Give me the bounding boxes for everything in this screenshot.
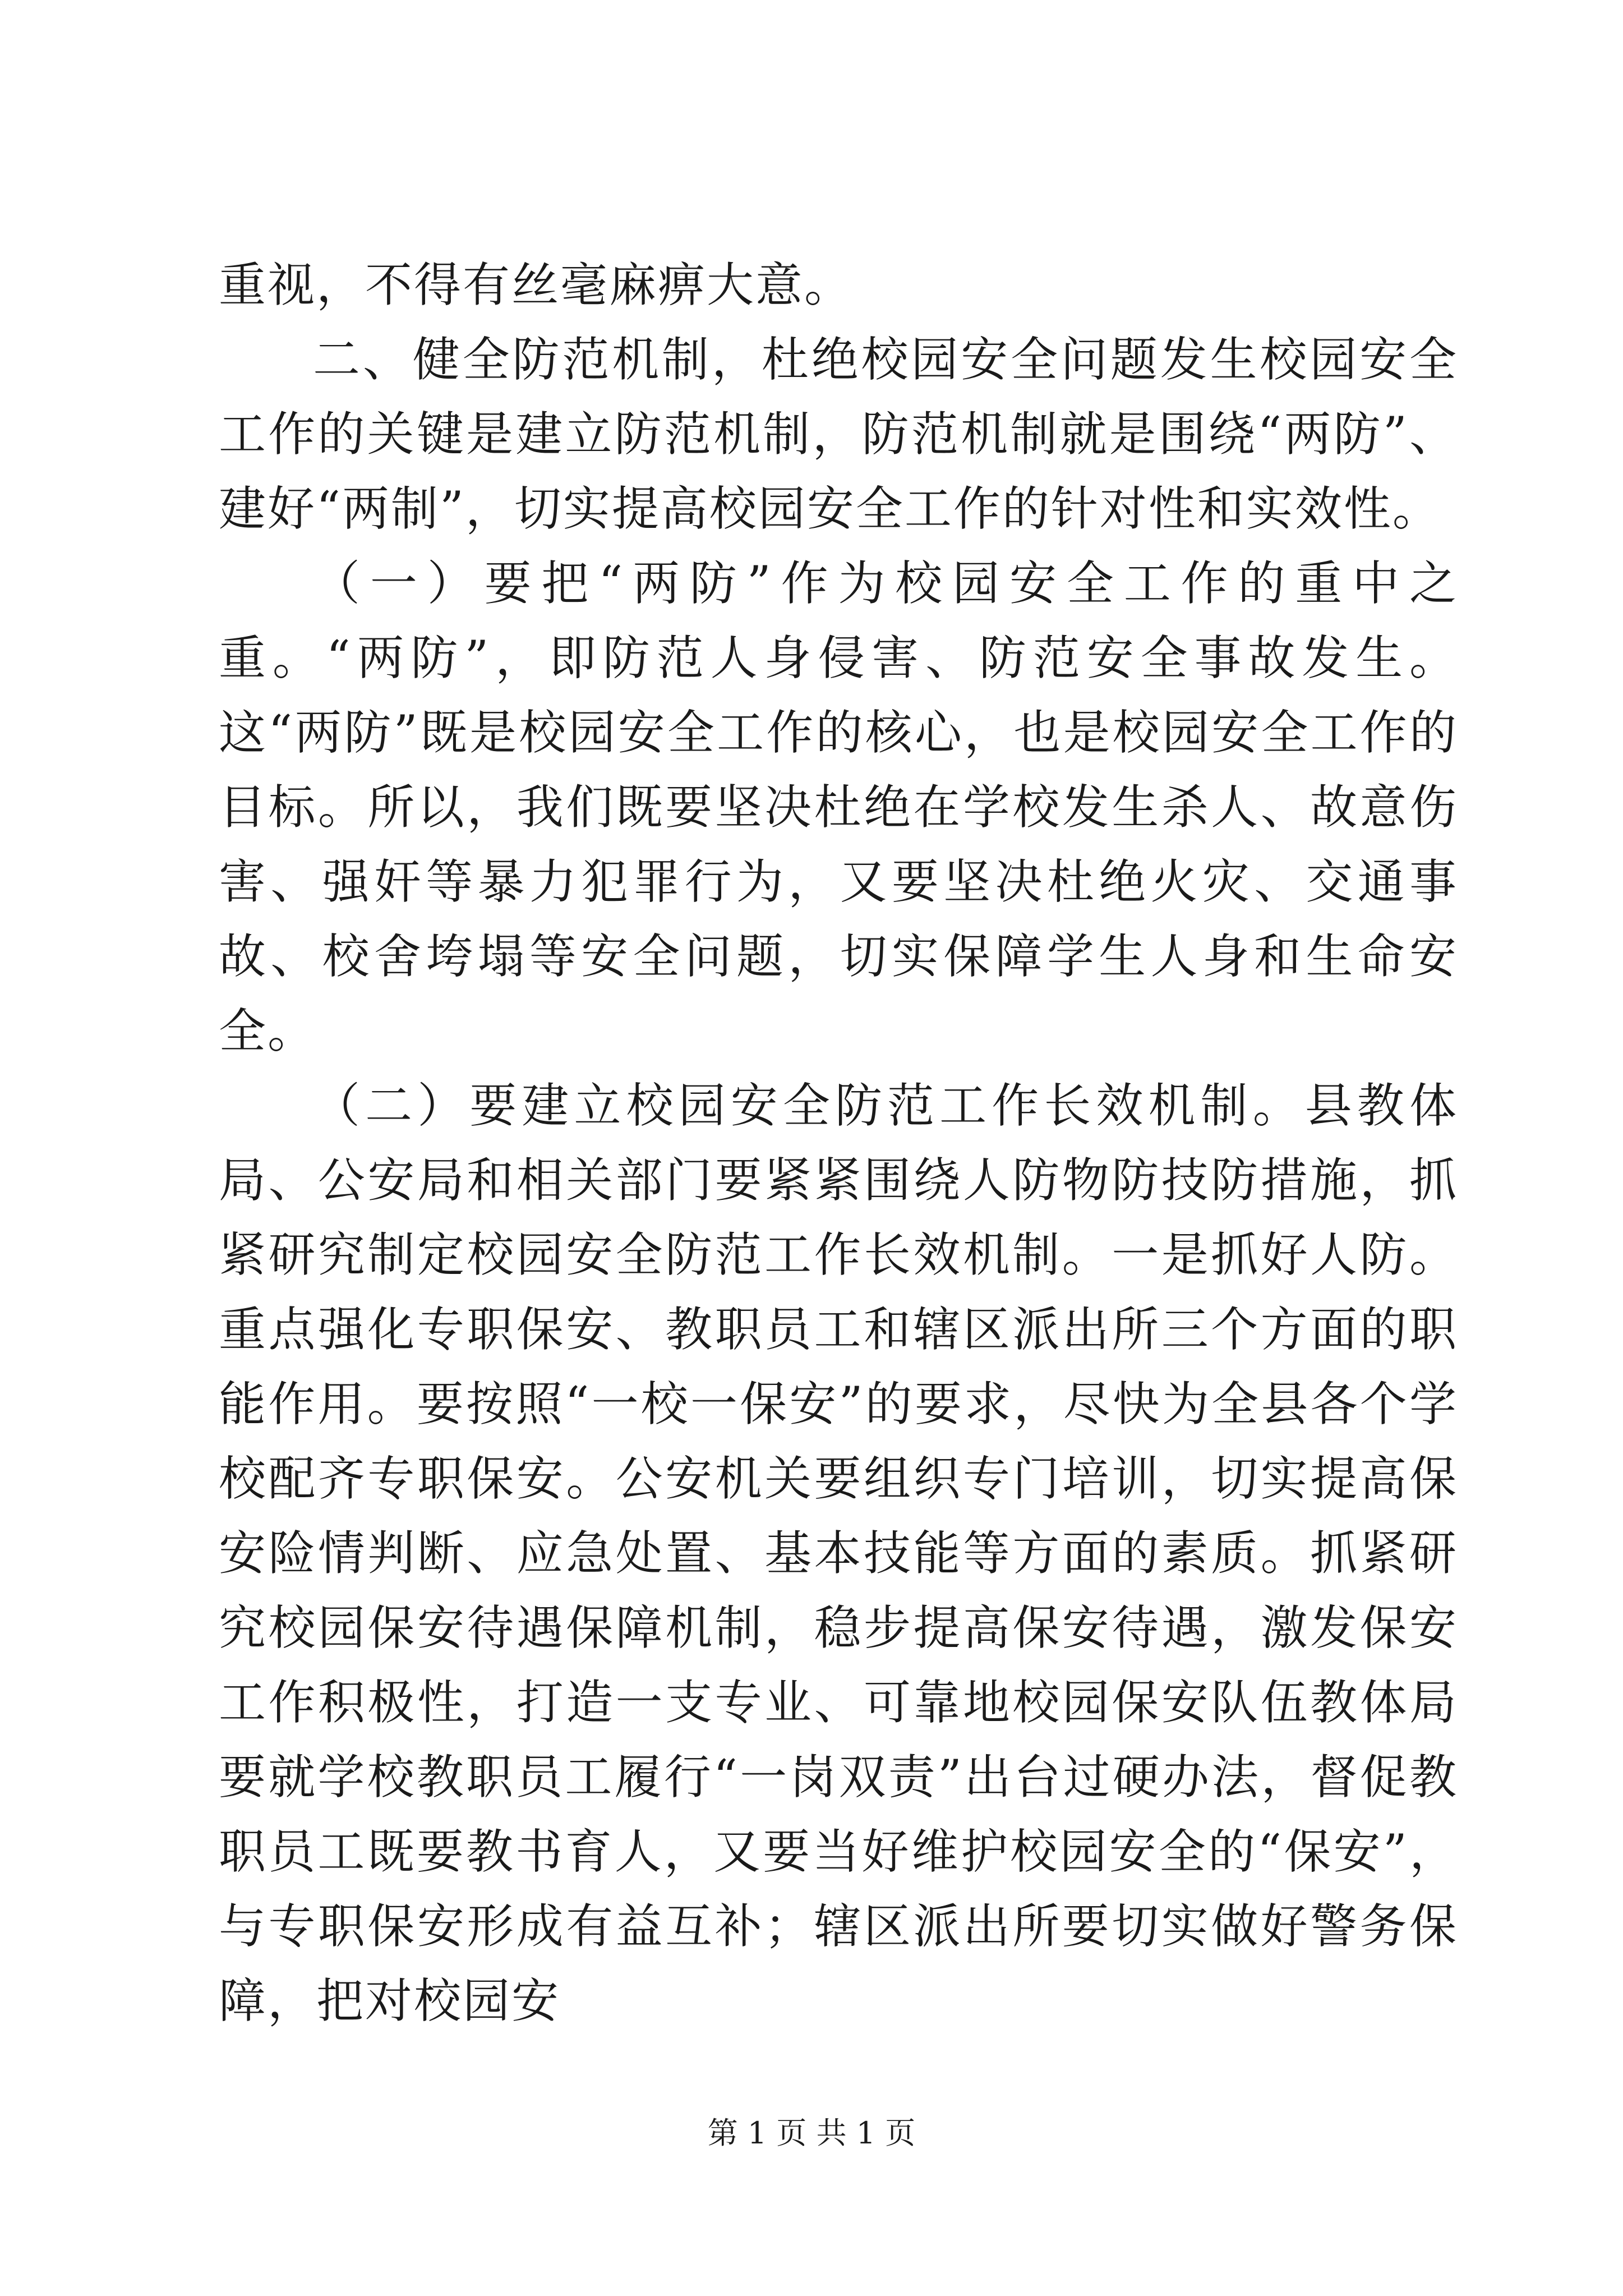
paragraph-section-two: 二、健全防范机制，杜绝校园安全问题发生校园安全工作的关键是建立防范机制，防范机制就是围绕“两防”、建好“两制”，切实提高校园安全工作的针对性和实效性。 xyxy=(219,332,1458,536)
page-footer: 第 1 页 共 1 页 xyxy=(707,2115,916,2151)
paragraph-item-one: （一）要把“两防”作为校园安全工作的重中之重。“两防”，即防范人身侵害、防范安全事故发生。这“两防”既是校园安全工作的核心，也是校园安全工作的目标。所以，我们既要坚决杜绝在学校发生杀人、故意伤害、强奸等暴力犯罪行为，又要坚决杜绝火灾、交通事故、校舍垮塌等安全问题，切实保障学生人身和生命安全。 xyxy=(219,556,1458,1059)
document-body xyxy=(219,248,1458,2039)
paragraph-item-two: （二）要建立校园安全防范工作长效机制。县教体局、公安局和相关部门要紧紧围绕人防物防技防措施，抓紧研究制定校园安全防范工作长效机制。一是抓好人防。重点强化专职保安、教职员工和辖区派出所三个方面的职能作用。要按照“一校一保安”的要求，尽快为全县各个学校配齐专职保安。公安机关要组织专门培训，切实提高保安险情判断、应急处置、基本技能等方面的素质。抓紧研究校园保安待遇保障机制，稳步提高保安待遇，激发保安工作积极性，打造一支专业、可靠地校园保安队伍教体局要就学校教职员工履行“一岗双责”出台过硬办法，督促教职员工既要教书育人，又要当好维护校园安全的“保安”，与专职保安形成有益互补；辖区派出所要切实做好警务保障，把对校园安 xyxy=(219,1078,1458,2028)
paragraph-continuation: 重视，不得有丝毫麻痹大意。 xyxy=(219,257,854,312)
